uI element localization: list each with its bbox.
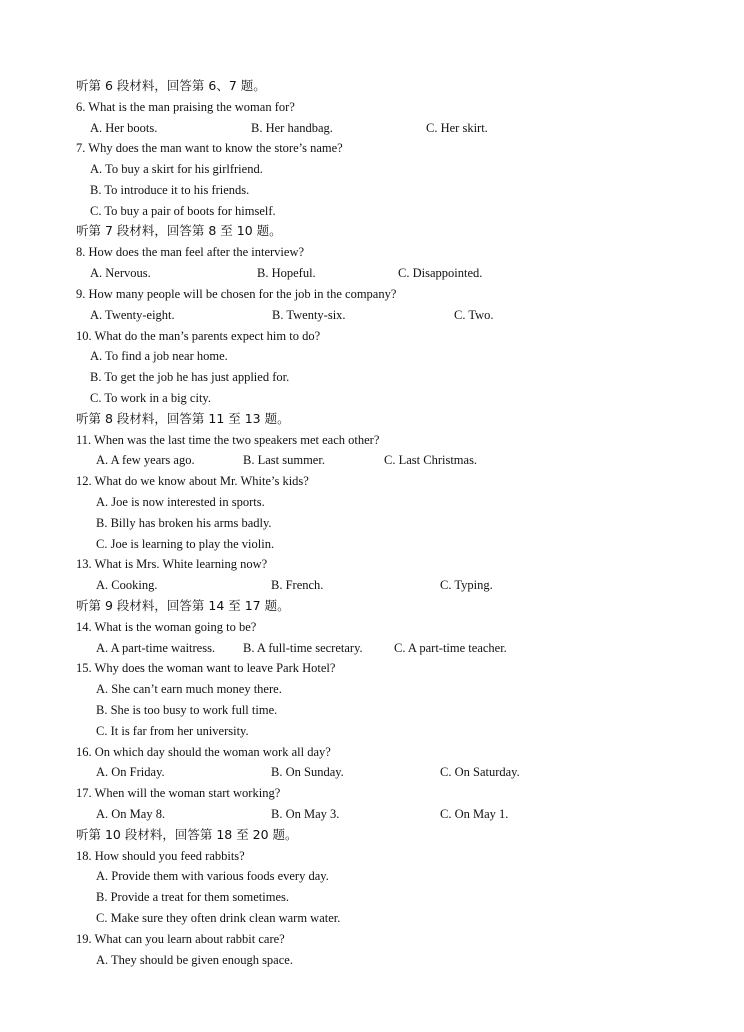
option-7a: A. To buy a skirt for his girlfriend. <box>90 162 263 176</box>
option-13b: B. French. <box>271 578 324 592</box>
option-8b: B. Hopeful. <box>257 266 316 280</box>
question-13: 13. What is Mrs. White learning now? <box>76 557 268 571</box>
question-6: 6. What is the man praising the woman for? <box>76 100 295 114</box>
option-16a: A. On Friday. <box>96 765 165 779</box>
option-10c: C. To work in a big city. <box>90 391 211 405</box>
option-12b: B. Billy has broken his arms badly. <box>96 516 272 530</box>
question-16: 16. On which day should the woman work all day? <box>76 745 331 759</box>
question-10: 10. What do the man’s parents expect him to do? <box>76 329 321 343</box>
question-18: 18. How should you feed rabbits? <box>76 849 245 863</box>
option-18c: C. Make sure they often drink clean warm water. <box>96 911 341 925</box>
option-11b: B. Last summer. <box>243 453 325 467</box>
option-17a: A. On May 8. <box>96 807 166 821</box>
option-13c: C. Typing. <box>440 578 493 592</box>
option-15a: A. She can’t earn much money there. <box>96 682 282 696</box>
option-6c: C. Her skirt. <box>426 121 488 135</box>
option-9b: B. Twenty-six. <box>272 308 346 322</box>
option-9a: A. Twenty-eight. <box>90 308 175 322</box>
option-12c: C. Joe is learning to play the violin. <box>96 537 275 551</box>
option-17b: B. On May 3. <box>271 807 340 821</box>
option-17c: C. On May 1. <box>440 807 509 821</box>
option-14a: A. A part-time waitress. <box>96 641 216 655</box>
option-18a: A. Provide them with various foods every day. <box>96 869 329 883</box>
question-19: 19. What can you learn about rabbit care? <box>76 932 285 946</box>
option-13a: A. Cooking. <box>96 578 158 592</box>
option-7b: B. To introduce it to his friends. <box>90 183 250 197</box>
option-7c: C. To buy a pair of boots for himself. <box>90 204 276 218</box>
option-12a: A. Joe is now interested in sports. <box>96 495 265 509</box>
question-7: 7. Why does the man want to know the store’s name? <box>76 141 343 155</box>
option-14b: B. A full-time secretary. <box>243 641 363 655</box>
question-14: 14. What is the woman going to be? <box>76 620 257 634</box>
question-12: 12. What do we know about Mr. White’s kids? <box>76 474 309 488</box>
option-11a: A. A few years ago. <box>96 453 195 467</box>
option-16c: C. On Saturday. <box>440 765 520 779</box>
option-10a: A. To find a job near home. <box>90 349 228 363</box>
section-heading-9: 听第 9 段材料，回答第 14 至 17 题。 <box>76 598 290 613</box>
option-18b: B. Provide a treat for them sometimes. <box>96 890 290 904</box>
option-15b: B. She is too busy to work full time. <box>96 703 278 717</box>
option-8c: C. Disappointed. <box>398 266 483 280</box>
question-8: 8. How does the man feel after the interview? <box>76 245 305 259</box>
section-heading-6: 听第 6 段材料，回答第 6、7 题。 <box>76 78 266 93</box>
option-6a: A. Her boots. <box>90 121 158 135</box>
section-heading-10: 听第 10 段材料，回答第 18 至 20 题。 <box>76 827 298 842</box>
question-17: 17. When will the woman start working? <box>76 786 281 800</box>
option-9c: C. Two. <box>454 308 494 322</box>
question-9: 9. How many people will be chosen for the job in the company? <box>76 287 397 301</box>
option-6b: B. Her handbag. <box>251 121 333 135</box>
option-8a: A. Nervous. <box>90 266 151 280</box>
option-14c: C. A part-time teacher. <box>394 641 507 655</box>
option-10b: B. To get the job he has just applied for. <box>90 370 290 384</box>
section-heading-8: 听第 8 段材料，回答第 11 至 13 题。 <box>76 411 290 426</box>
option-11c: C. Last Christmas. <box>384 453 478 467</box>
question-11: 11. When was the last time the two speakers met each other? <box>76 433 380 447</box>
section-heading-7: 听第 7 段材料，回答第 8 至 10 题。 <box>76 223 282 238</box>
option-19a: A. They should be given enough space. <box>96 953 293 967</box>
option-16b: B. On Sunday. <box>271 765 344 779</box>
option-15c: C. It is far from her university. <box>96 724 249 738</box>
question-15: 15. Why does the woman want to leave Park Hotel? <box>76 661 336 675</box>
